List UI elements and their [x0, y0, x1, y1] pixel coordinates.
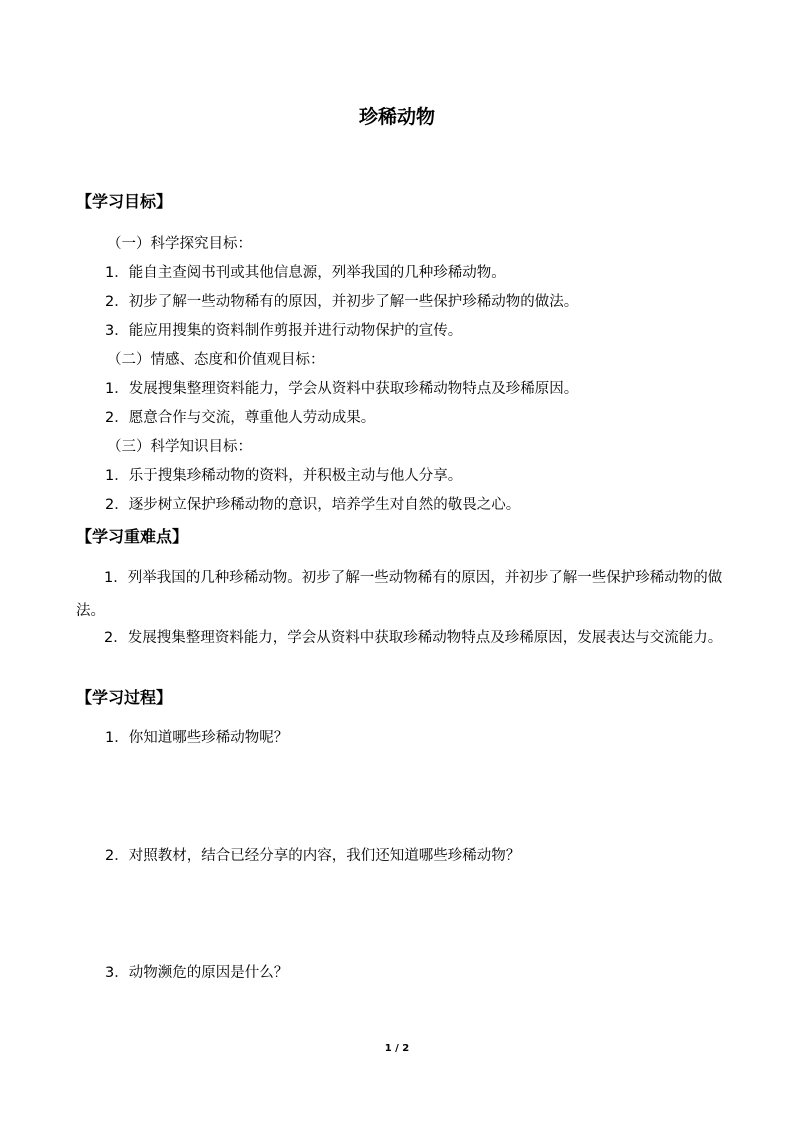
key-point-item: 2．发展搜集整理资料能力，学会从资料中获取珍稀动物特点及珍稀原因，发展表达与交流能力。: [104, 630, 723, 646]
objective-item: 2．愿意合作与交流，尊重他人劳动成果。: [105, 410, 376, 426]
objective-group-label-inquiry: （一）科学探究目标：: [107, 236, 252, 252]
objective-item: 2．初步了解一些动物稀有的原因，并初步了解一些保护珍稀动物的做法。: [105, 294, 579, 310]
objective-item: 3．能应用搜集的资料制作剪报并进行动物保护的宣传。: [105, 323, 463, 339]
section-heading-process: 【学习过程】: [76, 688, 173, 707]
objective-item: 1．乐于搜集珍稀动物的资料，并积极主动与他人分享。: [105, 468, 463, 484]
process-question: 3．动物濒危的原因是什么？: [105, 965, 289, 981]
document-title: 珍稀动物: [358, 106, 435, 128]
objective-group-label-knowledge: （三）科学知识目标：: [107, 439, 252, 455]
section-heading-objectives: 【学习目标】: [76, 192, 173, 211]
process-question: 1．你知道哪些珍稀动物呢？: [105, 730, 289, 746]
page-number: 1 / 2: [384, 1043, 410, 1054]
objective-item: 1．能自主查阅书刊或其他信息源，列举我国的几种珍稀动物。: [105, 265, 506, 281]
key-point-item: 1．列举我国的几种珍稀动物。初步了解一些动物稀有的原因，并初步了解一些保护珍稀动物的做法。: [76, 570, 723, 619]
objective-item: 1．发展搜集整理资料能力，学会从资料中获取珍稀动物特点及珍稀原因。: [105, 381, 579, 397]
objective-group-label-attitude: （二）情感、态度和价值观目标：: [107, 352, 325, 368]
process-question: 2．对照教材，结合已经分享的内容，我们还知道哪些珍稀动物？: [105, 848, 521, 864]
section-heading-key-points: 【学习重难点】: [76, 527, 189, 546]
objective-item: 2．逐步树立保护珍稀动物的意识，培养学生对自然的敬畏之心。: [105, 497, 521, 513]
